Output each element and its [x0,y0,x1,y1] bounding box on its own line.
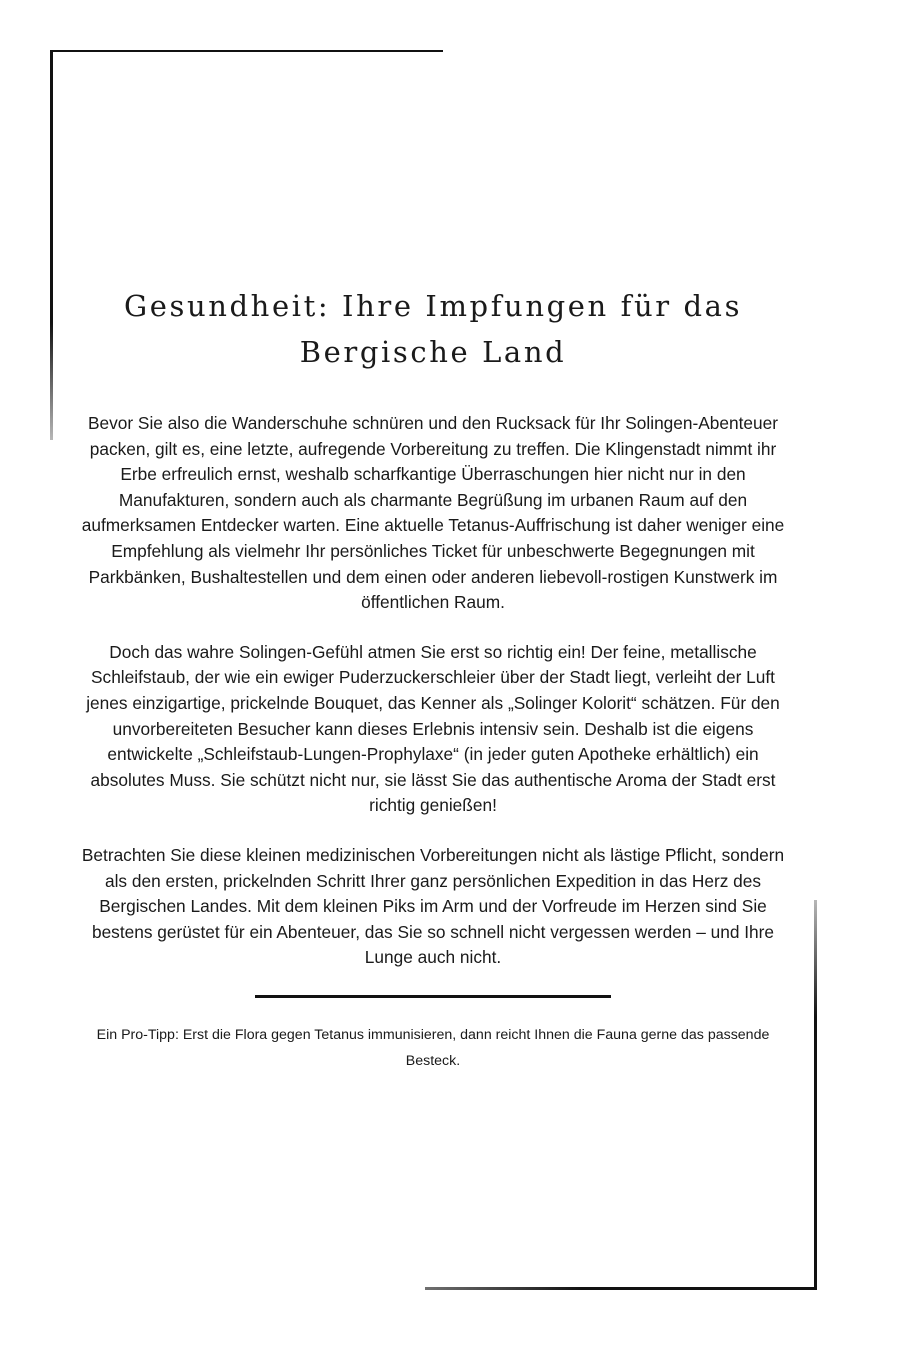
section-divider [255,995,611,998]
page-title: Gesundheit: Ihre Impfungen für das Bergische Land [123,289,743,369]
frame-bottom-border [425,1287,817,1290]
frame-left-border [50,50,53,440]
frame-right-border [814,900,817,1290]
page-content [80,283,786,1074]
frame-top-border [50,50,443,52]
pro-tip: Ein Pro-Tipp: Erst die Flora gegen Tetanus immunisieren, dann reicht Ihnen die Fauna gerne das passende Besteck. [96,1026,770,1069]
paragraph-schleifstaub: Doch das wahre Solingen-Gefühl atmen Sie erst so richtig ein! Der feine, metallische Schleifstaub, der wie ein ewiger Puderzuckerschleier über der Stadt liegt, verleiht der Luft jenes einzigartige, prickelnde Bouquet, das Kenner als „Solinger Kolorit“ schätzen. Für den unvorbereiteten Besucher kann dieses Erlebnis intensiv sein. Deshalb ist die eigens entwickelte „Schleifstaub-Lungen-Prophylaxe“ (in jeder guten Apotheke erhältlich) ein absolutes Muss. Sie schützt nicht nur, sie lässt Sie das authentische Aroma der Stadt erst richtig genießen! [86,641,780,816]
paragraph-tetanus: Bevor Sie also die Wanderschuhe schnüren und den Rucksack für Ihr Solingen-Abenteuer packen, gilt es, eine letzte, aufregende Vorbereitung zu treffen. Die Klingenstadt nimmt ihr Erbe erfreulich ernst, weshalb scharfkantige Überraschungen hier nicht nur in den Manufakturen, sondern auch als charmante Begrüßung im urbanen Raum auf den aufmerksamen Entdecker warten. Eine aktuelle Tetanus-Auffrischung ist daher weniger eine Empfehlung als vielmehr Ihr persönliches Ticket für unbeschwerte Begegnungen mit Parkbänken, Bushaltestellen und dem einen oder anderen liebevoll-rostigen Kunstwerk im öffentlichen Raum. [81,413,785,613]
paragraph-conclusion: Betrachten Sie diese kleinen medizinischen Vorbereitungen nicht als lästige Pflicht, sondern als den ersten, prickelnden Schritt Ihrer ganz persönlichen Expedition in das Herz des Bergischen Landes. Mit dem kleinen Piks im Arm und der Vorfreude im Herzen sind Sie bestens gerüstet für ein Abenteuer, das Sie so schnell nicht vergessen werden – und Ihre Lunge auch nicht. [81,844,785,968]
